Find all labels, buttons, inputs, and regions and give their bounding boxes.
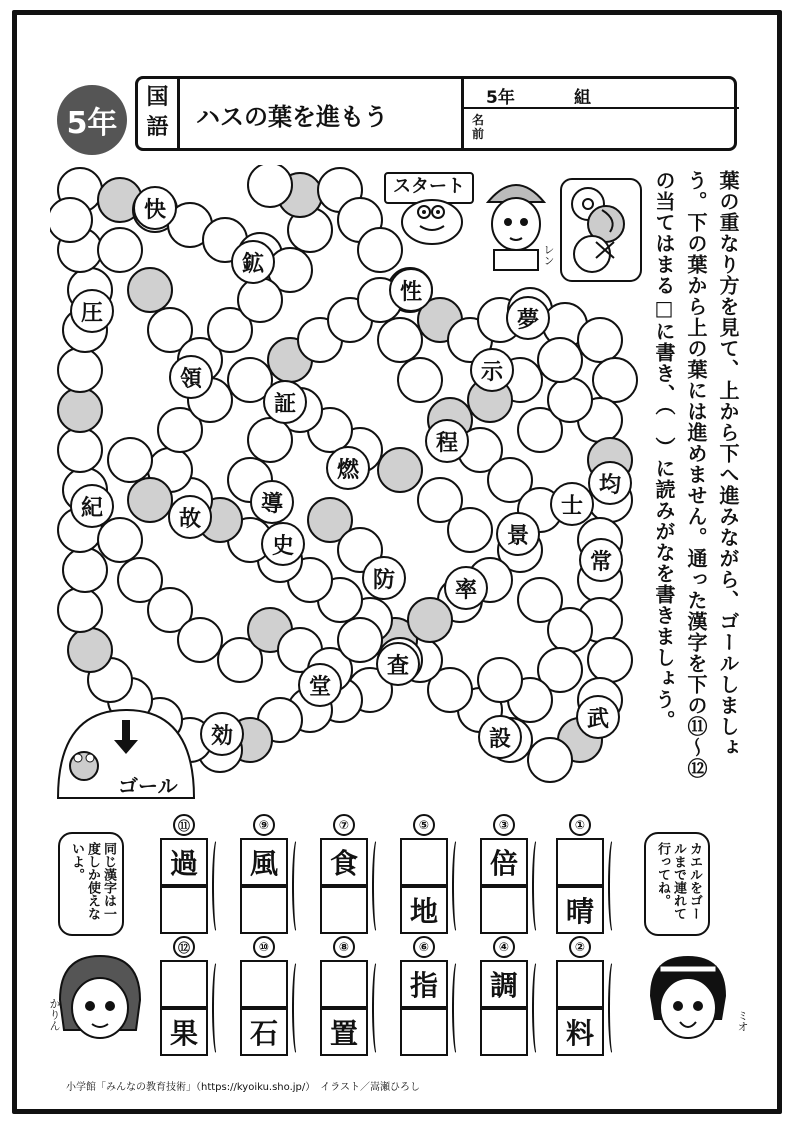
lily-pad (68, 628, 112, 672)
kanji-pad: 導 (250, 480, 294, 524)
answer-box-upper[interactable] (160, 960, 208, 1008)
lily-pad (98, 228, 142, 272)
reading-parenthesis[interactable] (372, 838, 382, 934)
answer-box-lower[interactable] (480, 886, 528, 934)
lily-pad (128, 478, 172, 522)
answer-box-lower[interactable]: 置 (320, 1008, 368, 1056)
kanji-pad: 均 (588, 461, 632, 505)
answer-box-lower[interactable]: 果 (160, 1008, 208, 1056)
class-year: 5年 (486, 88, 515, 108)
kanji-pad: 堂 (298, 663, 342, 707)
lily-pad (538, 338, 582, 382)
answer-number: ⑩ (253, 936, 275, 958)
kanji-pad: 査 (376, 642, 420, 686)
kanji-pad: 設 (478, 715, 522, 759)
answer-number: ⑥ (413, 936, 435, 958)
lily-pad (588, 638, 632, 682)
kanji-pad: 常 (579, 538, 623, 582)
credit-line: 小学館「みんなの教育技術」（https://kyoiku.sho.jp/） イラスト／嵩瀬ひろし (66, 1082, 420, 1093)
answer-box-lower[interactable] (480, 1008, 528, 1056)
kanji-pad: 史 (261, 522, 305, 566)
lily-pad (248, 418, 292, 462)
answer-box-lower[interactable] (400, 1008, 448, 1056)
reading-parenthesis[interactable] (452, 838, 462, 934)
right-character-name: ミオ (736, 1010, 749, 1032)
kanji-pad: 率 (444, 566, 488, 610)
answer-number: ③ (493, 814, 515, 836)
answer-box-upper[interactable] (320, 960, 368, 1008)
girl-mio-icon (640, 950, 736, 1050)
lily-pad (58, 348, 102, 392)
kanji-pad: 圧 (70, 289, 114, 333)
kanji-pad: 効 (200, 712, 244, 756)
answer-box-upper[interactable]: 風 (240, 838, 288, 886)
kanji-pad: 性 (389, 268, 433, 312)
kanji-pad: 故 (168, 495, 212, 539)
lily-pad (58, 588, 102, 632)
reading-parenthesis[interactable] (212, 960, 222, 1056)
answer-box-upper[interactable] (556, 838, 604, 886)
lily-pad (58, 388, 102, 432)
reading-parenthesis[interactable] (452, 960, 462, 1056)
reading-parenthesis[interactable] (372, 960, 382, 1056)
answer-box-upper[interactable] (400, 838, 448, 886)
answer-box-lower[interactable]: 地 (400, 886, 448, 934)
subject-label: 国語 (138, 79, 180, 148)
reading-parenthesis[interactable] (608, 960, 618, 1056)
lily-pad (108, 438, 152, 482)
lily-pad (548, 378, 592, 422)
lily-pad (408, 598, 452, 642)
lily-pad (528, 738, 572, 782)
kanji-pad: 証 (263, 380, 307, 424)
lily-pad (128, 268, 172, 312)
answer-box-lower[interactable] (240, 886, 288, 934)
frog-icon (398, 196, 468, 248)
kanji-pad: 紀 (70, 484, 114, 528)
name-box (461, 79, 739, 148)
girl-karin-icon (52, 950, 148, 1050)
lily-pad (378, 448, 422, 492)
kanji-pad: 景 (496, 512, 540, 556)
start-label: スタート (384, 172, 474, 204)
kanji-pad: 士 (550, 482, 594, 526)
lily-pad (478, 658, 522, 702)
overlap-hint-box (560, 178, 642, 282)
kanji-pad: 程 (425, 419, 469, 463)
answer-box-upper[interactable]: 過 (160, 838, 208, 886)
answer-number: ④ (493, 936, 515, 958)
answer-box-upper[interactable]: 食 (320, 838, 368, 886)
answer-box-lower[interactable]: 料 (556, 1008, 604, 1056)
answer-box-upper[interactable]: 指 (400, 960, 448, 1008)
answer-box-upper[interactable] (556, 960, 604, 1008)
answer-number: ⑫ (173, 936, 195, 958)
kanji-pad: 示 (470, 348, 514, 392)
answer-box-upper[interactable]: 調 (480, 960, 528, 1008)
lily-pad (578, 318, 622, 362)
overlap-hint-icon (562, 180, 636, 276)
name-label: 名前 (472, 113, 485, 141)
lily-pad (593, 358, 637, 402)
answer-box-upper[interactable]: 倍 (480, 838, 528, 886)
answer-number: ⑧ (333, 936, 355, 958)
reading-parenthesis[interactable] (532, 838, 542, 934)
answer-box-lower[interactable] (320, 886, 368, 934)
kanji-pad: 武 (576, 695, 620, 739)
lily-pad (548, 608, 592, 652)
answer-number: ① (569, 814, 591, 836)
lily-pad (378, 318, 422, 362)
lily-pad (238, 278, 282, 322)
left-character-name: かりん (48, 998, 61, 1031)
kanji-pad: 夢 (506, 296, 550, 340)
speech-bubble-right: カエルをゴールまで連れて行ってね。 (644, 832, 710, 936)
lily-pad (50, 198, 92, 242)
kanji-pad: 燃 (326, 446, 370, 490)
kanji-pad: 快 (133, 186, 177, 230)
reading-parenthesis[interactable] (532, 960, 542, 1056)
lily-pad (98, 518, 142, 562)
reading-parenthesis[interactable] (292, 960, 302, 1056)
lily-pad (398, 358, 442, 402)
answer-box-lower[interactable]: 晴 (556, 886, 604, 934)
worksheet-header (135, 76, 737, 151)
grade-badge: 5年 (57, 85, 127, 155)
answer-number: ⑨ (253, 814, 275, 836)
lily-pad (178, 618, 222, 662)
answer-box-upper[interactable] (240, 960, 288, 1008)
kanji-pad: 領 (169, 355, 213, 399)
lily-pad (338, 618, 382, 662)
lily-pad (358, 228, 402, 272)
kanji-pad: 防 (362, 556, 406, 600)
reading-parenthesis[interactable] (292, 838, 302, 934)
class-row (464, 79, 739, 109)
answer-number: ② (569, 936, 591, 958)
instructions: 葉の重なり方を見て、上から下へ進みながら、ゴールしましょう。下の葉から上の葉には進めません。通った漢字を下の⑪〜⑫の当てはまる□に書き、（ ）に読みがなを書きましょう。 (652, 170, 740, 779)
worksheet-title: ハスの葉を進もう (196, 103, 388, 131)
lily-pad (63, 548, 107, 592)
lily-pad (58, 428, 102, 472)
class-group: 組 (574, 88, 591, 108)
answer-number: ⑤ (413, 814, 435, 836)
answer-box-lower[interactable] (160, 886, 208, 934)
reading-parenthesis[interactable] (212, 838, 222, 934)
answer-number: ⑦ (333, 814, 355, 836)
speech-bubble-left: 同じ漢字は一度しか使えないよ。 (58, 832, 124, 936)
reading-parenthesis[interactable] (608, 838, 618, 934)
goal-label: ゴール (118, 774, 178, 798)
answer-number: ⑪ (173, 814, 195, 836)
lily-pad (248, 165, 292, 207)
hint-character-name: レン (542, 244, 555, 266)
lily-pad (448, 508, 492, 552)
answer-box-lower[interactable]: 石 (240, 1008, 288, 1056)
kanji-pad: 鉱 (231, 240, 275, 284)
